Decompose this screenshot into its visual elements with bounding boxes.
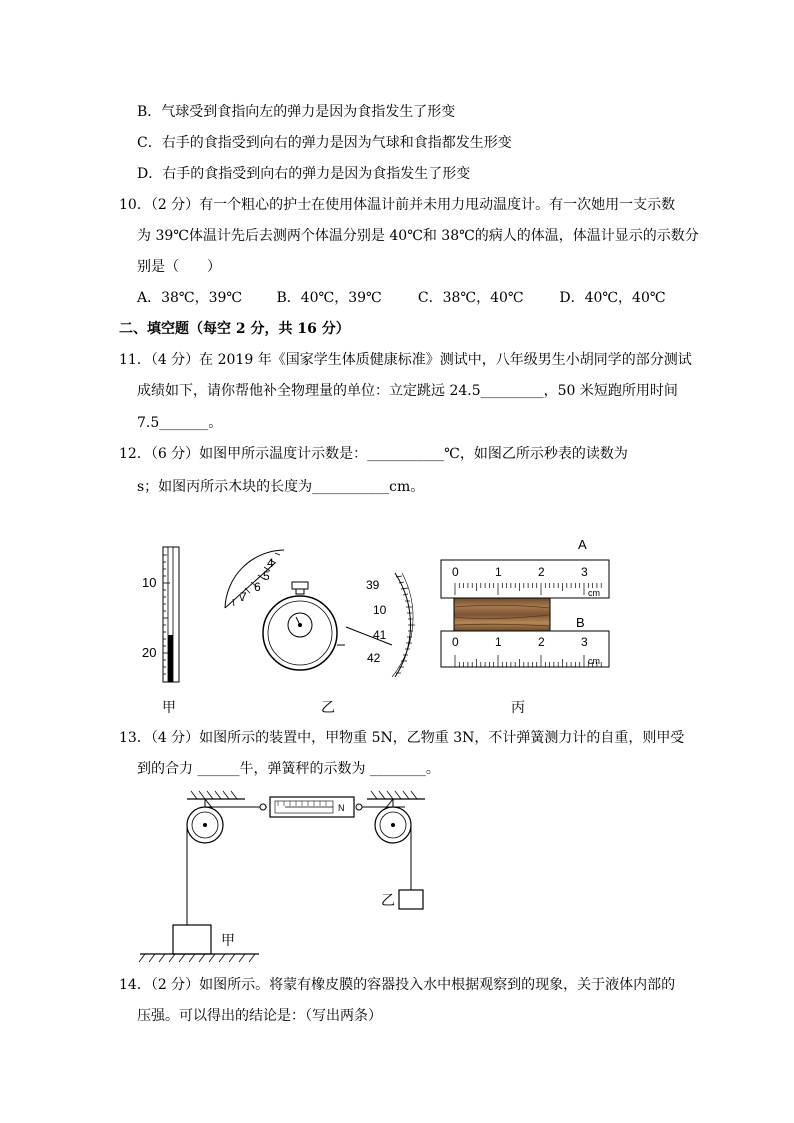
q11-line2: 成绩如下，请你帮他补全物理量的单位：立定跳远 24.5_________，50 米短跑所用时间 [137, 383, 678, 399]
q14-line2: 压强。可以得出的结论是：（写出两条） [137, 1008, 382, 1024]
ruler-b-label: B [576, 615, 585, 630]
q10-line2: 为 39℃体温计先后去测两个体温分别是 40℃和 38℃的病人的体温，体温计显示的示数分 [137, 228, 699, 244]
ruler-b-num-0: 0 [452, 635, 459, 649]
weight-yi [399, 890, 423, 909]
q12-figure [130, 535, 620, 685]
stopwatch-outer-label-41: 41 [373, 628, 387, 642]
q10-option-c: C．38℃，40℃ [417, 290, 524, 306]
ruler-b-unit: cm [588, 656, 600, 666]
stopwatch-outer-label-10: 10 [373, 603, 387, 617]
q13-figure [135, 785, 435, 965]
stopwatch-inner-label-6: 6 [254, 580, 261, 594]
q10-line1: 10．（2 分）有一个粗心的护士在使用体温计前并未用力甩动温度计。有一次她用一支示数 [119, 197, 676, 213]
q10-options [137, 288, 666, 308]
q10-option-a: A．38℃，39℃ [137, 290, 243, 306]
q10-option-b: B．40℃，39℃ [276, 290, 382, 306]
ruler-b-num-3: 3 [581, 635, 588, 649]
ruler-a-unit: cm [588, 588, 600, 598]
ruler-b-num-2: 2 [538, 635, 545, 649]
wooden-block [454, 598, 550, 631]
q11-line1: 11．（4 分）在 2019 年《国家学生体质健康标准》测试中，八年级男生小胡同学的部分测试 [119, 352, 692, 368]
caption-jia: 甲 [162, 700, 176, 716]
stopwatch [225, 550, 415, 677]
thermometer [142, 547, 179, 682]
stopwatch-outer-label-42: 42 [367, 651, 381, 665]
section-heading: 二、填空题（每空 2 分，共 16 分） [119, 321, 350, 337]
label-yi: 乙 [381, 892, 395, 908]
caption-yi: 乙 [321, 700, 335, 716]
ruler-a-num-1: 1 [495, 565, 502, 579]
thermometer-label-20: 20 [142, 645, 157, 660]
stopwatch-outer-label-39: 39 [366, 578, 380, 592]
q12-line2: s；如图丙所示木块的长度为___________cm。 [137, 479, 425, 495]
ruler-a-num-0: 0 [452, 565, 459, 579]
q12-line1: 12．（6 分）如图甲所示温度计示数是：___________℃，如图乙所示秒表的读数为 [119, 446, 628, 462]
thermometer-label-10: 10 [142, 575, 157, 590]
q14-line1: 14．（2 分）如图所示。将蒙有橡皮膜的容器投入水中根据观察到的现象，关于液体内部的 [119, 977, 676, 993]
q10-line3: 别是（ ） [137, 259, 221, 275]
ruler-b-num-1: 1 [495, 635, 502, 649]
stopwatch-inner-label-5: 5 [263, 569, 270, 583]
stopwatch-inner-label-4: 4 [267, 556, 274, 570]
q9-option-c: C．右手的食指受到向右的弹力是因为气球和食指都发生形变 [137, 135, 512, 151]
stopwatch-inner-label-7: 7 [240, 590, 247, 604]
spring-scale-unit: N [338, 803, 345, 813]
ruler-a-num-2: 2 [538, 565, 545, 579]
q11-line3: 7.5_______。 [137, 415, 223, 431]
ruler-a-num-3: 3 [581, 565, 588, 579]
ruler-figure [441, 537, 609, 667]
label-jia: 甲 [221, 932, 235, 948]
caption-bing: 丙 [511, 700, 525, 716]
q9-option-d: D．右手的食指受到向右的弹力是因为食指发生了形变 [137, 166, 471, 182]
q13-line2: 到的合力 ______牛，弹簧秤的示数为 ________。 [137, 761, 440, 777]
q13-line1: 13．（4 分）如图所示的装置中，甲物重 5N，乙物重 3N，不计弹簧测力计的自重，则甲受 [119, 730, 685, 746]
ruler-a-label: A [578, 537, 587, 552]
q10-option-d: D．40℃，40℃ [559, 290, 666, 306]
weight-jia [173, 925, 211, 954]
q9-option-b: B．气球受到食指向左的弹力是因为食指发生了形变 [137, 104, 456, 120]
